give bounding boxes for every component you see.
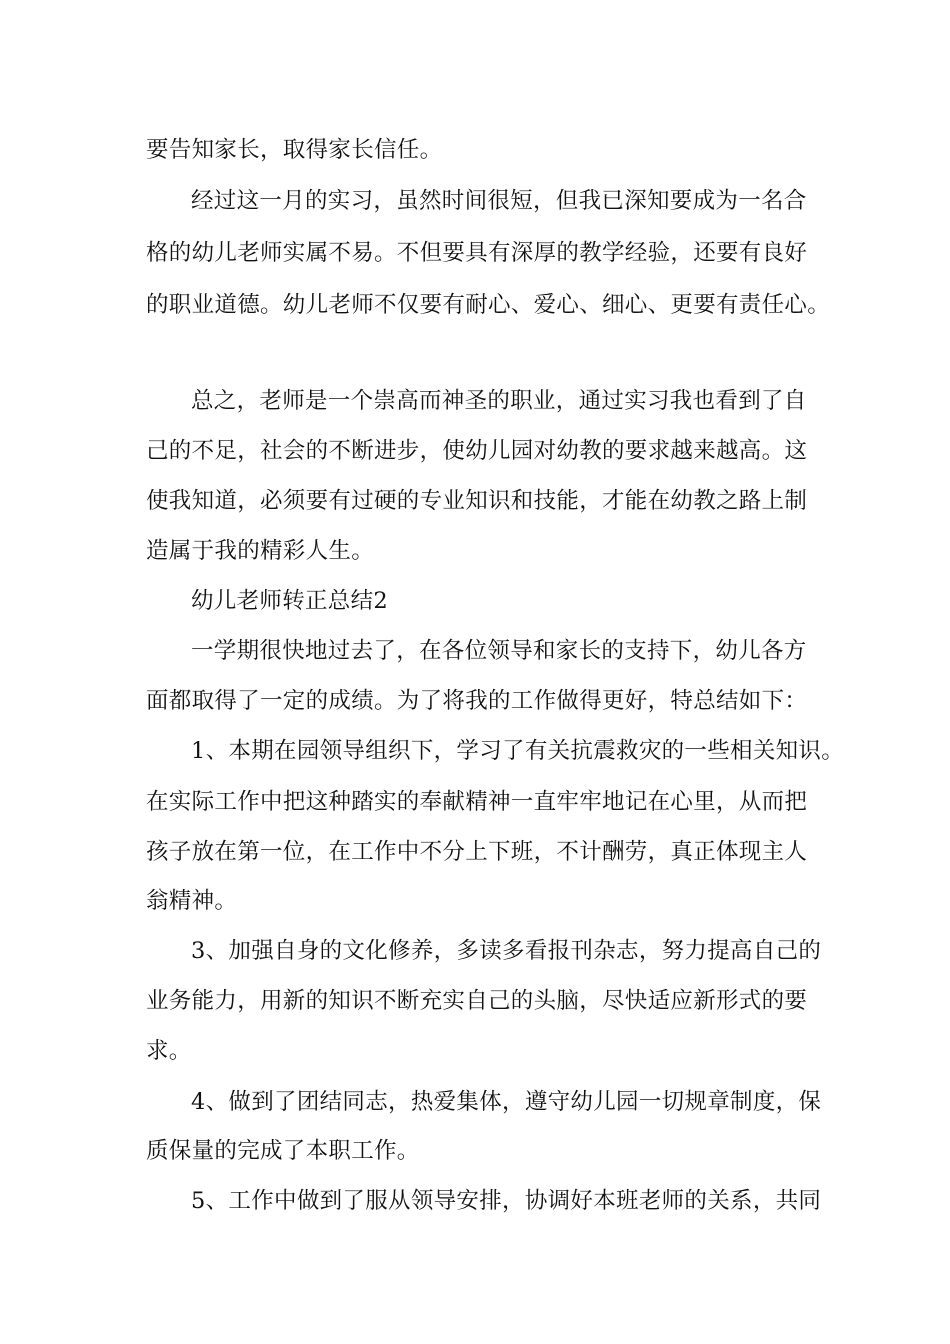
- paragraph-start-line: 总之，老师是一个崇高而神圣的职业，通过实习我也看到了自: [191, 388, 807, 414]
- text-line: 在实际工作中把这种踏实的奉献精神一直牢牢地记在心里，从而把: [146, 789, 808, 815]
- text-line: 要告知家长，取得家长信任。: [146, 137, 443, 163]
- text-line: 的职业道德。幼儿老师不仅要有耐心、爱心、细心、更要有责任心。: [146, 292, 831, 318]
- text-line: 孩子放在第一位，在工作中不分上下班，不计酬劳，真正体现主人: [146, 839, 808, 865]
- text-line: 面都取得了一定的成绩。为了将我的工作做得更好，特总结如下：: [146, 688, 808, 714]
- text-line: 翁精神。: [146, 888, 238, 914]
- text-line: 求。: [146, 1038, 192, 1064]
- text-line: 己的不足，社会的不断进步，使幼儿园对幼教的要求越来越高。这: [146, 438, 808, 464]
- text-line: 造属于我的精彩人生。: [146, 538, 375, 564]
- text-line: 质保量的完成了本职工作。: [146, 1138, 420, 1164]
- text-line: 使我知道，必须要有过硬的专业知识和技能，才能在幼教之路上制: [146, 488, 808, 514]
- paragraph-start-line: 3、加强自身的文化修养，多读多看报刊杂志，努力提高自己的: [191, 938, 822, 964]
- section-heading: 幼儿老师转正总结2: [191, 588, 389, 614]
- paragraph-start-line: 一学期很快地过去了，在各位领导和家长的支持下，幼儿各方: [191, 638, 807, 664]
- text-line: 格的幼儿老师实属不易。不但要具有深厚的教学经验，还要有良好: [146, 240, 808, 266]
- paragraph-start-line: 5、工作中做到了服从领导安排，协调好本班老师的关系，共同: [191, 1188, 822, 1214]
- paragraph-start-line: 经过这一月的实习，虽然时间很短，但我已深知要成为一名合: [191, 188, 807, 214]
- paragraph-start-line: 4、做到了团结同志，热爱集体，遵守幼儿园一切规章制度，保: [191, 1089, 822, 1115]
- text-line: 业务能力，用新的知识不断充实自己的头脑，尽快适应新形式的要: [146, 988, 808, 1014]
- paragraph-start-line: 1、本期在园领导组织下，学习了有关抗震救灾的一些相关知识。: [191, 738, 845, 764]
